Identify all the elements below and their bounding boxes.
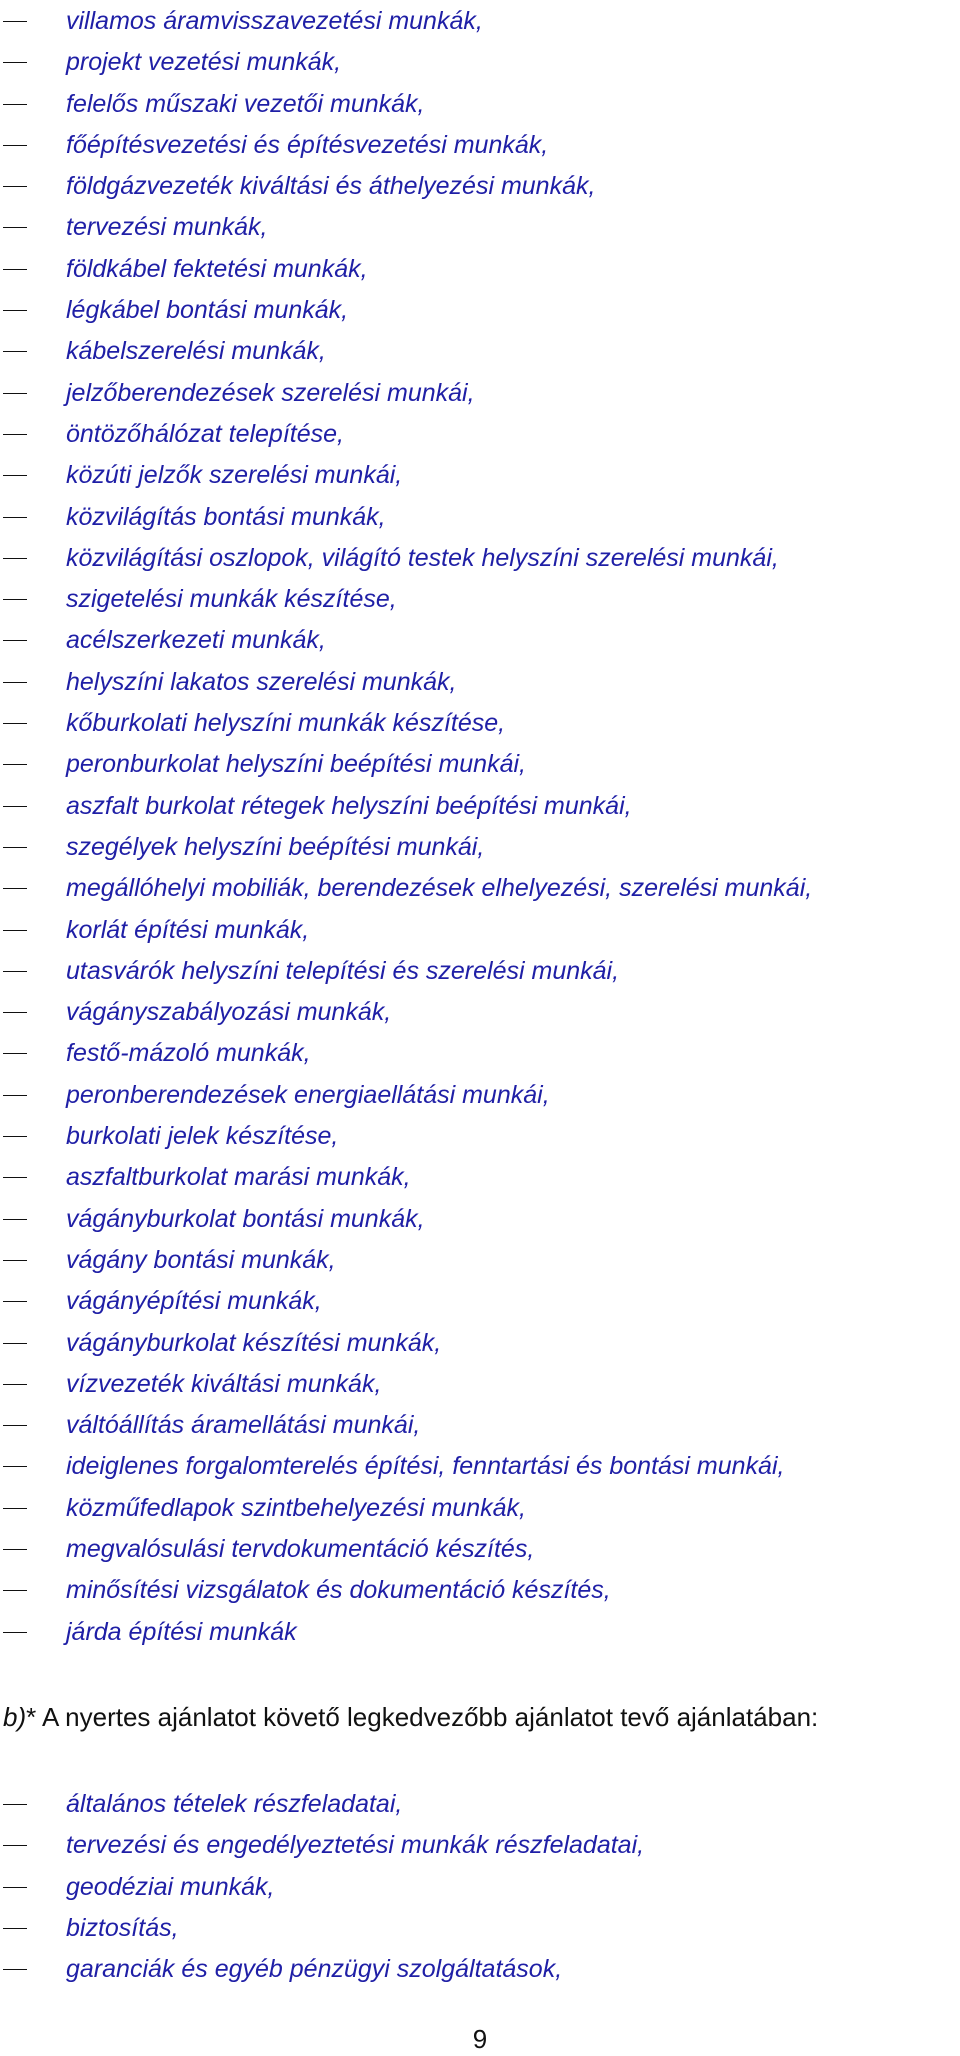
list-item-text: ideiglenes forgalomterelés építési, fenntartási és bontási munkái, (66, 1452, 785, 1481)
list-item (0, 538, 812, 579)
section-b-marker: b) (3, 1702, 27, 1732)
list-item (0, 703, 812, 744)
list-item-text: tervezési és engedélyeztetési munkák részfeladatai, (66, 1831, 645, 1860)
list-item (0, 910, 812, 951)
list-item (0, 207, 812, 248)
list-item (0, 455, 812, 496)
list-item-text: szegélyek helyszíni beépítési munkái, (66, 832, 485, 861)
list-item-text: váltóállítás áramellátási munkái, (66, 1411, 421, 1440)
dash-bullet-icon (3, 227, 27, 228)
dash-bullet-icon (3, 269, 27, 270)
subtask-items-list (0, 1784, 644, 1990)
list-item-text: főépítésvezetési és építésvezetési munkák, (66, 130, 549, 159)
list-item (0, 1199, 812, 1240)
dash-bullet-icon (3, 1177, 27, 1178)
list-item (0, 579, 812, 620)
dash-bullet-icon (3, 1384, 27, 1385)
list-item (0, 1405, 812, 1446)
list-item (0, 1446, 812, 1487)
list-item-text: helyszíni lakatos szerelési munkák, (66, 667, 457, 696)
dash-bullet-icon (3, 1887, 27, 1888)
list-item (0, 1908, 644, 1949)
list-item (0, 1240, 812, 1281)
list-item (0, 1075, 812, 1116)
dash-bullet-icon (3, 888, 27, 889)
dash-bullet-icon (3, 393, 27, 394)
dash-bullet-icon (3, 310, 27, 311)
dash-bullet-icon (3, 1466, 27, 1467)
list-item (0, 662, 812, 703)
dash-bullet-icon (3, 847, 27, 848)
list-item (0, 166, 812, 207)
dash-bullet-icon (3, 930, 27, 931)
list-item (0, 1323, 812, 1364)
dash-bullet-icon (3, 1301, 27, 1302)
list-item (0, 290, 812, 331)
list-item-text: kőburkolati helyszíni munkák készítése, (66, 709, 506, 738)
list-item-text: aszfaltburkolat marási munkák, (66, 1163, 411, 1192)
dash-bullet-icon (3, 1425, 27, 1426)
dash-bullet-icon (3, 806, 27, 807)
list-item-text: szigetelési munkák készítése, (66, 585, 397, 614)
dash-bullet-icon (3, 475, 27, 476)
list-item-text: közvilágítás bontási munkák, (66, 502, 386, 531)
list-item (0, 1488, 812, 1529)
list-item (0, 1612, 812, 1653)
list-item (0, 249, 812, 290)
dash-bullet-icon (3, 1845, 27, 1846)
list-item (0, 1281, 812, 1322)
list-item (0, 1, 812, 42)
list-item-text: utasvárók helyszíni telepítési és szerelési munkái, (66, 956, 620, 985)
dash-bullet-icon (3, 104, 27, 105)
list-item (0, 1784, 644, 1825)
dash-bullet-icon (3, 558, 27, 559)
list-item (0, 827, 812, 868)
list-item-text: biztosítás, (66, 1913, 179, 1942)
list-item (0, 42, 812, 83)
section-b-paragraph (3, 1702, 818, 1733)
list-item (0, 497, 812, 538)
section-b-text: * A nyertes ajánlatot követő legkedvezőbb ajánlatot tevő ajánlatában: (26, 1702, 819, 1732)
list-item (0, 1529, 812, 1570)
dash-bullet-icon (3, 1343, 27, 1344)
list-item-text: közvilágítási oszlopok, világító testek helyszíni szerelési munkái, (66, 543, 779, 572)
list-item (0, 620, 812, 661)
dash-bullet-icon (3, 764, 27, 765)
list-item-text: vágányszabályozási munkák, (66, 998, 392, 1027)
dash-bullet-icon (3, 186, 27, 187)
list-item (0, 414, 812, 455)
list-item-text: peronberendezések energiaellátási munkái, (66, 1080, 550, 1109)
list-item-text: vízvezeték kiváltási munkák, (66, 1369, 382, 1398)
dash-bullet-icon (3, 1804, 27, 1805)
list-item-text: kábelszerelési munkák, (66, 337, 326, 366)
list-item (0, 84, 812, 125)
dash-bullet-icon (3, 62, 27, 63)
list-item-text: vágány bontási munkák, (66, 1245, 336, 1274)
page-number: 9 (472, 2024, 488, 2054)
list-item (0, 1033, 812, 1074)
list-item (0, 373, 812, 414)
dash-bullet-icon (3, 1219, 27, 1220)
list-item-text: villamos áramvisszavezetési munkák, (66, 7, 483, 35)
list-item (0, 1116, 812, 1157)
list-item-text: peronburkolat helyszíni beépítési munkái, (66, 750, 526, 779)
dash-bullet-icon (3, 971, 27, 972)
list-item-text: minősítési vizsgálatok és dokumentáció készítés, (66, 1576, 611, 1605)
list-item-text: jelzőberendezések szerelési munkái, (66, 378, 475, 407)
dash-bullet-icon (3, 1095, 27, 1096)
list-item (0, 744, 812, 785)
list-item-text: vágányépítési munkák, (66, 1287, 322, 1316)
list-item (0, 786, 812, 827)
list-item-text: geodéziai munkák, (66, 1872, 275, 1901)
list-item (0, 1867, 644, 1908)
list-item-text: megvalósulási tervdokumentáció készítés, (66, 1534, 535, 1563)
dash-bullet-icon (3, 1136, 27, 1137)
list-item (0, 1570, 812, 1611)
list-item (0, 992, 812, 1033)
list-item-text: földgázvezeték kiváltási és áthelyezési munkák, (66, 172, 596, 201)
list-item (0, 868, 812, 909)
list-item-text: tervezési munkák, (66, 213, 268, 242)
list-item-text: közúti jelzők szerelési munkái, (66, 461, 403, 490)
list-item-text: aszfalt burkolat rétegek helyszíni beépítési munkái, (66, 791, 632, 820)
work-items-list (0, 1, 812, 1653)
dash-bullet-icon (3, 1508, 27, 1509)
list-item (0, 1825, 644, 1866)
list-item-text: általános tételek részfeladatai, (66, 1790, 403, 1818)
dash-bullet-icon (3, 1632, 27, 1633)
dash-bullet-icon (3, 1590, 27, 1591)
list-item-text: festő-mázoló munkák, (66, 1039, 311, 1068)
list-item-text: garanciák és egyéb pénzügyi szolgáltatások, (66, 1955, 563, 1984)
dash-bullet-icon (3, 517, 27, 518)
list-item-text: földkábel fektetési munkák, (66, 254, 368, 283)
list-item-text: acélszerkezeti munkák, (66, 626, 326, 655)
list-item (0, 331, 812, 372)
list-item (0, 1949, 644, 1990)
dash-bullet-icon (3, 351, 27, 352)
list-item-text: vágányburkolat bontási munkák, (66, 1204, 425, 1233)
list-item-text: megállóhelyi mobiliák, berendezések elhelyezési, szerelési munkái, (66, 874, 813, 903)
dash-bullet-icon (3, 1260, 27, 1261)
dash-bullet-icon (3, 599, 27, 600)
list-item-text: légkábel bontási munkák, (66, 296, 349, 325)
dash-bullet-icon (3, 145, 27, 146)
dash-bullet-icon (3, 1928, 27, 1929)
list-item (0, 1157, 812, 1198)
dash-bullet-icon (3, 1969, 27, 1970)
list-item-text: felelős műszaki vezetői munkák, (66, 89, 425, 118)
dash-bullet-icon (3, 640, 27, 641)
list-item-text: öntözőhálózat telepítése, (66, 419, 344, 448)
dash-bullet-icon (3, 723, 27, 724)
dash-bullet-icon (3, 434, 27, 435)
dash-bullet-icon (3, 1053, 27, 1054)
list-item-text: korlát építési munkák, (66, 915, 310, 944)
list-item-text: járda építési munkák (66, 1617, 297, 1646)
dash-bullet-icon (3, 682, 27, 683)
dash-bullet-icon (3, 21, 27, 22)
dash-bullet-icon (3, 1012, 27, 1013)
list-item (0, 951, 812, 992)
list-item-text: projekt vezetési munkák, (66, 48, 342, 77)
list-item (0, 125, 812, 166)
dash-bullet-icon (3, 1549, 27, 1550)
list-item-text: közműfedlapok szintbehelyezési munkák, (66, 1493, 526, 1522)
list-item-text: vágányburkolat készítési munkák, (66, 1328, 442, 1357)
list-item-text: burkolati jelek készítése, (66, 1122, 339, 1151)
list-item (0, 1364, 812, 1405)
